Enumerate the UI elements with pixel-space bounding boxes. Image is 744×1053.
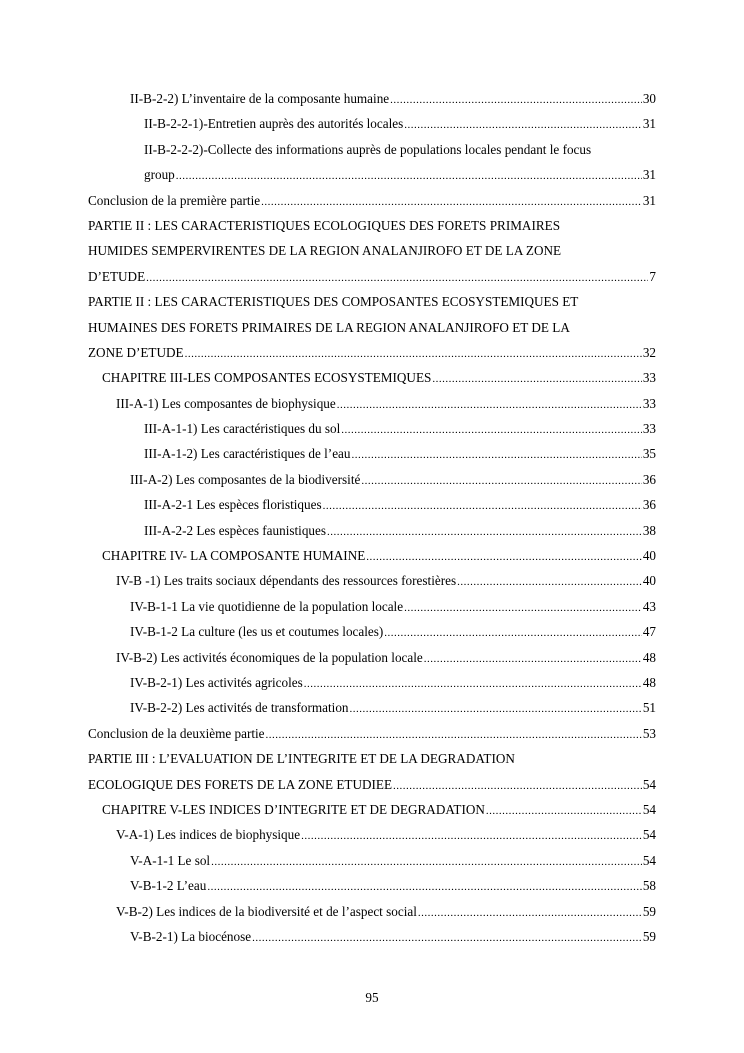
toc-dot-leader: [390, 88, 642, 113]
toc-dot-leader: [432, 367, 641, 392]
toc-entry-title: II-B-2-2-2)-Collecte des informations auprès de populations locales pendant le focus: [144, 141, 592, 157]
toc-entry-title: PARTIE II : LES CARACTERISTIQUES ECOLOGIQUES DES FORETS PRIMAIRES: [88, 217, 561, 233]
toc-entry: [88, 772, 656, 797]
toc-entry-page: 36: [642, 497, 656, 513]
toc-entry-page: 54: [642, 852, 656, 868]
toc-entry-page: 54: [642, 776, 656, 792]
toc-entry-page: 40: [642, 548, 656, 564]
toc-entry-title: ECOLOGIQUE DES FORETS DE LA ZONE ETUDIEE: [88, 776, 393, 792]
toc-entry-title: Conclusion de la première partie: [88, 192, 261, 208]
toc-entry-page: 33: [642, 370, 656, 386]
toc-entry-title: II-B-2-2) L’inventaire de la composante humaine: [130, 91, 390, 106]
toc-entry: [88, 188, 656, 213]
toc-entry-title: HUMIDES SEMPERVIRENTES DE LA REGION ANALANJIROFO ET DE LA ZONE: [88, 243, 562, 259]
toc-entry: [88, 746, 656, 771]
toc-entry-page: 33: [642, 421, 656, 437]
toc-entry-title: IV-B-1-1 La vie quotidienne de la population locale: [130, 598, 404, 614]
toc-entry: [88, 721, 656, 746]
toc-entry: [88, 848, 656, 873]
toc-entry-title: IV-B-2) Les activités économiques de la population locale: [116, 649, 423, 665]
toc-entry-page: 51: [642, 700, 656, 716]
toc-entry: [88, 568, 656, 593]
toc-entry: [88, 86, 656, 111]
toc-entry-page: 47: [642, 624, 656, 640]
toc-entry-title: CHAPITRE IV- LA COMPOSANTE HUMAINE: [102, 548, 366, 564]
toc-dot-leader: [207, 875, 642, 900]
toc-dot-leader: [185, 342, 642, 367]
toc-entry-title: IV-B -1) Les traits sociaux dépendants des ressources forestières: [116, 573, 457, 589]
toc-entry-page: 40: [642, 573, 656, 589]
toc-dot-leader: [361, 469, 641, 494]
toc-entry: [88, 518, 656, 543]
toc-dot-leader: [301, 824, 642, 849]
toc-entry-page: 36: [642, 471, 656, 487]
toc-entry: [88, 391, 656, 416]
toc-dot-leader: [393, 774, 642, 799]
toc-dot-leader: [304, 672, 642, 697]
toc-entry-title: III-A-2-2 Les espèces faunistiques: [144, 522, 326, 538]
toc-entry: [88, 162, 656, 187]
toc-entry-page: 31: [642, 167, 656, 183]
toc-entry-page: 7: [649, 268, 656, 284]
toc-entry: [88, 924, 656, 949]
toc-entry-page: 48: [642, 674, 656, 690]
toc-dot-leader: [341, 418, 642, 443]
toc-entry-title: II-B-2-2-1)-Entretien auprès des autorités locales: [144, 116, 404, 132]
toc-dot-leader: [176, 164, 642, 189]
toc-entry-title: IV-B-1-2 La culture (les us et coutumes locales): [130, 624, 384, 640]
toc-entry: [88, 213, 656, 238]
toc-dot-leader: [146, 266, 648, 291]
toc-entry: [88, 467, 656, 492]
toc-dot-leader: [418, 901, 642, 926]
toc-entry: [88, 441, 656, 466]
toc-dot-leader: [404, 113, 642, 138]
toc-entry-title: HUMAINES DES FORETS PRIMAIRES DE LA REGION ANALANJIROFO ET DE LA: [88, 319, 570, 335]
toc-entry-page: 58: [642, 878, 656, 894]
toc-entry-title: PARTIE III : L’EVALUATION DE L’INTEGRITE ET DE LA DEGRADATION: [88, 751, 515, 767]
toc-entry-page: 54: [642, 827, 656, 843]
toc-dot-leader: [252, 926, 642, 951]
toc-entry: [88, 315, 656, 340]
toc-entry-page: 48: [642, 649, 656, 665]
toc-dot-leader: [327, 520, 642, 545]
toc-entry-title: V-B-1-2 L’eau: [130, 878, 207, 894]
toc-entry-title: III-A-2-1 Les espèces floristiques: [144, 497, 322, 513]
toc-entry: [88, 365, 656, 390]
toc-entry: [88, 238, 656, 263]
toc-entry: [88, 670, 656, 695]
toc-dot-leader: [366, 545, 642, 570]
toc-entry: [88, 594, 656, 619]
toc-entry-page: 35: [642, 446, 656, 462]
toc-entry-page: 53: [642, 725, 656, 741]
toc-entry-title: PARTIE II : LES CARACTERISTIQUES DES COMPOSANTES ECOSYSTEMIQUES ET: [88, 294, 579, 310]
toc-entry-title: group: [144, 167, 175, 183]
toc-dot-leader: [404, 596, 642, 621]
toc-entry: [88, 137, 656, 162]
toc-entry-page: 59: [642, 928, 656, 944]
toc-entry-title: V-A-1-1 Le sol: [130, 852, 211, 868]
toc-entry: [88, 797, 656, 822]
toc-entry-title: ZONE D’ETUDE: [88, 344, 184, 360]
toc-entry-title: CHAPITRE III-LES COMPOSANTES ECOSYSTEMIQUES: [102, 370, 432, 386]
toc-entry-title: V-B-2) Les indices de la biodiversité et de l’aspect social: [116, 903, 417, 919]
toc-dot-leader: [424, 647, 642, 672]
toc-entry-title: III-A-1) Les composantes de biophysique: [116, 395, 336, 411]
toc-entry: [88, 873, 656, 898]
toc-entry: [88, 543, 656, 568]
toc-dot-leader: [486, 799, 642, 824]
toc-dot-leader: [457, 570, 642, 595]
toc-entry: [88, 492, 656, 517]
toc-entry: [88, 899, 656, 924]
toc-entry-page: 31: [642, 192, 656, 208]
toc-entry: [88, 619, 656, 644]
toc-dot-leader: [323, 494, 642, 519]
toc-entry: [88, 340, 656, 365]
toc-entry-page: 33: [642, 395, 656, 411]
toc-entry-title: III-A-1-2) Les caractéristiques de l’eau: [144, 446, 351, 462]
toc-entry: [88, 264, 656, 289]
toc-entry: [88, 822, 656, 847]
toc-entry-page: 54: [642, 801, 656, 817]
table-of-contents: [88, 86, 656, 949]
toc-entry: [88, 111, 656, 136]
toc-entry-page: 31: [642, 116, 656, 132]
toc-entry-title: III-A-1-1) Les caractéristiques du sol: [144, 421, 341, 437]
toc-dot-leader: [350, 697, 642, 722]
toc-entry-title: CHAPITRE V-LES INDICES D’INTEGRITE ET DE DEGRADATION: [102, 801, 485, 817]
toc-dot-leader: [384, 621, 642, 646]
toc-entry-title: Conclusion de la deuxième partie: [88, 725, 265, 741]
toc-dot-leader: [211, 850, 642, 875]
toc-dot-leader: [266, 723, 642, 748]
toc-entry: [88, 695, 656, 720]
toc-entry-page: 32: [642, 344, 656, 360]
toc-entry-page: 30: [642, 91, 656, 106]
toc-dot-leader: [352, 443, 642, 468]
toc-entry-page: 59: [642, 903, 656, 919]
page-number: 95: [365, 990, 379, 1005]
toc-dot-leader: [261, 190, 642, 215]
toc-entry-title: D’ETUDE: [88, 268, 146, 284]
toc-entry: [88, 289, 656, 314]
toc-entry-title: III-A-2) Les composantes de la biodiversité: [130, 471, 361, 487]
toc-entry-title: V-B-2-1) La biocénose: [130, 928, 252, 944]
toc-entry-title: IV-B-2-1) Les activités agricoles: [130, 674, 303, 690]
toc-entry-title: IV-B-2-2) Les activités de transformation: [130, 700, 349, 716]
toc-entry-title: V-A-1) Les indices de biophysique: [116, 827, 301, 843]
toc-entry: [88, 645, 656, 670]
toc-entry-page: 43: [642, 598, 656, 614]
toc-entry-page: 38: [642, 522, 656, 538]
toc-dot-leader: [337, 393, 642, 418]
toc-entry: [88, 416, 656, 441]
